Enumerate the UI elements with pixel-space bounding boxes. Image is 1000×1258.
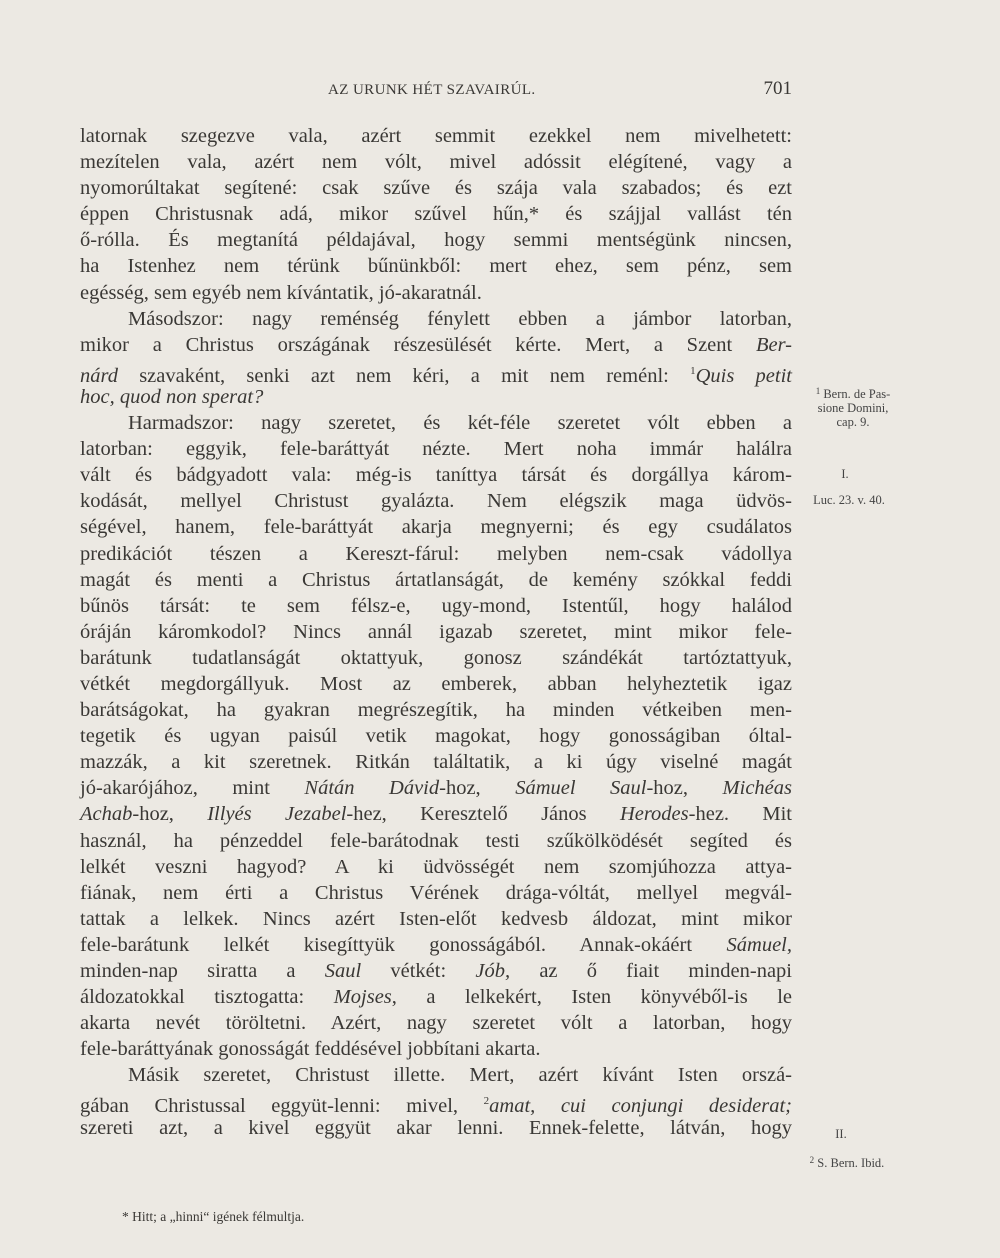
text-segment: -hoz, [646,777,723,800]
margin-note-s-bern-ibid [787,1153,907,1170]
text-line [80,697,792,723]
text-line [80,280,792,306]
text-line [80,123,792,149]
text-segment: egésség, sem egyéb nem kívántatik, jó-akaratnál. [80,281,482,304]
text-line [80,749,792,775]
margin-note-line [830,467,860,481]
text-segment: Harmadszor: nagy szeretet, és két-féle szeretet vólt ebben a [128,412,792,435]
text-line [80,723,792,749]
text-segment: vétkét megdorgállyuk. Most az emberek, abban helyheztetik igaz [80,672,792,695]
text-segment: Saul [324,960,362,982]
text-line [80,1088,793,1118]
text-line [80,593,792,619]
text-line [80,1036,792,1062]
body-text [80,123,792,1141]
text-segment: , a lelkekért, Isten könyvéből-is le [391,986,793,1009]
text-segment: Herodes [619,803,689,826]
margin-note-line [787,1153,907,1170]
text-line [80,645,792,671]
text-line [80,1115,792,1141]
margin-note-line [789,493,909,507]
text-line [80,384,792,410]
text-line [80,488,792,514]
text-segment: kodását, mellyel Christust gyalázta. Nem elégszik maga üdvös- [80,490,792,513]
text-segment: Sámuel, [726,933,792,956]
margin-note-text: S. Bern. Ibid. [814,1156,885,1170]
text-line [80,828,792,854]
text-segment: akarta nevét töröltetni. Azért, nagy szeretet vólt a latorban, hogy [80,1012,792,1035]
text-segment: szavaként, senki azt nem kéri, a mit nem reménl: [117,364,691,387]
text-segment: vétkét: [361,960,476,982]
text-segment: Michéas [722,777,792,800]
margin-note-line [793,415,913,429]
text-segment: mazzák, a kit szeretnek. Ritkán találtatik, a ki úgy viselné magát [80,751,792,774]
text-segment: amat, cui conjungi desiderat; [489,1095,793,1118]
text-segment: Nátán Dávid [304,777,440,800]
text-segment: ha Istenhez nem térünk bűnünkből: mert ehez, sem pénz, sem [80,255,792,278]
text-segment: Sámuel Saul [515,777,647,800]
text-segment: az ő fiait minden-napi [510,960,792,982]
margin-note-text: Luc. 23. v. 40. [813,493,885,507]
margin-note-text: Bern. de Pas- [820,387,891,401]
margin-note-bern-de-passione [793,384,913,429]
text-segment: nyomorúltakat segítené: csak szűve és szája vala szabados; és ezt [80,177,792,200]
text-segment: bűnös társát: te sem félsz-e, ugy-mond, Istentűl, hogy halálod [80,594,792,617]
text-line [80,175,792,201]
text-segment: gában Christussal eggyüt-lenni: mivel, [80,1095,484,1118]
margin-note-roman-one [830,467,860,481]
page-number: 701 [763,78,792,99]
text-line [80,958,792,984]
margin-note-text: I. [841,467,849,481]
reference-marker: 2 [483,1095,490,1108]
text-segment: mezítelen vala, azért nem vólt, mivel adóssit elégítené, vagy a [80,151,792,174]
text-line [80,358,792,387]
text-line [80,906,792,932]
text-segment: áldozatokkal tisztogatta: [80,986,334,1009]
text-segment: -hoz, [132,803,208,826]
text-line [80,306,792,332]
text-segment: Ber- [755,333,792,356]
text-segment: hoc, quod non sperat? [80,385,264,408]
text-line [80,410,792,436]
text-segment: barátunk tudatlanságát oktattyuk, gonosz szándékát tartóztattyuk, [80,646,792,669]
text-segment: lelkét veszni hagyod? A ki üdvösségét nem szomjúhozza attya- [80,855,792,878]
text-segment: minden-nap siratta a [80,960,325,982]
text-segment: barátságokat, ha gyakran megrészegítik, ha minden vétkeiben men- [80,699,792,722]
text-segment: tegetik és ugyan paisúl vetik magokat, hogy gonosságiban óltal- [80,725,792,748]
text-segment: -hez. Mit [688,803,792,826]
text-segment: Quis petit [695,364,792,387]
margin-note-line [793,384,913,401]
page-header [80,78,792,104]
text-line [80,227,792,253]
text-segment: Jób, [475,960,511,982]
text-line [80,932,792,958]
reference-marker: 2 [809,1155,815,1165]
text-line [80,253,792,279]
footnote: * Hitt; a „hinni“ igének félmultja. [122,1209,305,1224]
text-segment: Illyés Jezabel [207,803,347,826]
text-segment: jó-akarójához, mint [80,777,305,800]
reference-marker: 1 [690,364,696,377]
text-segment: latornak szegezve vala, azért semmit ezekkel nem mivelhetett: [80,125,792,147]
text-line [80,880,792,906]
margin-note-roman-two [826,1127,856,1141]
text-segment: -hoz, [439,777,516,800]
text-line [80,462,792,488]
text-line [80,775,792,801]
text-segment: latorban: eggyik, fele-baráttyát nézte. Mert noha immár halálra [80,438,792,461]
text-segment: használ, ha pénzeddel fele-barátodnak testi szűkölködését segíted és [80,829,792,852]
text-line [80,854,792,880]
text-segment: vált és bádgyadott vala: még-is taníttya társát és dorgállya károm- [80,464,792,487]
text-segment: óráján káromkodol? Nincs annál igazab szeretet, mint mikor fele- [80,620,792,643]
text-line [80,619,792,645]
reference-marker: 1 [815,386,821,396]
text-segment: ő-rólla. És megtanítá példajával, hogy semmi mentségünk nincsen, [80,229,792,252]
text-segment: ségével, hanem, fele-baráttyát akarja megnyerni; és egy csudálatos [80,516,792,539]
margin-note-text: cap. 9. [836,415,870,429]
text-line [80,149,792,175]
text-segment: mikor a Christus országának részesülését kérte. Mert, a Szent [80,333,756,356]
text-segment: Másodszor: nagy reménség fénylett ebben a jámbor latorban, [128,307,792,330]
margin-note-line [826,1127,856,1141]
margin-note-text: II. [835,1127,847,1141]
text-line [80,567,792,593]
text-segment: fele-barátunk lelkét kisegíttyük gonosságából. Annak-okáért [80,933,727,956]
text-segment: magát és menti a Christus ártatlanságát, de kemény szókkal feddi [80,568,792,591]
text-segment: szereti azt, a kivel eggyüt akar lenni. Ennek-felette, látván, hogy [80,1116,792,1139]
text-segment: -hez, Keresztelő János [346,803,620,826]
text-segment: Mojses [333,986,392,1009]
text-line [80,984,792,1010]
text-segment: Másik szeretet, Christust illette. Mert, azért kívánt Isten orszá- [128,1064,792,1087]
text-line [80,1010,792,1036]
text-line [80,801,792,827]
text-segment: predikációt tészen a Kereszt-fárul: melyben nem-csak vádollya [80,542,792,565]
text-segment: fiának, nem érti a Christus Vérének drága-vóltát, mellyel megvál- [80,881,792,904]
text-segment: nárd [80,364,118,387]
text-segment: Achab [80,803,133,826]
text-line [80,514,792,540]
margin-note-text: sione Domini, [817,401,889,415]
margin-note-luc [789,493,909,507]
text-line [80,541,792,567]
text-line [80,436,792,462]
text-line [80,201,792,227]
text-segment: fele-baráttyának gonosságát feddésével jobbítani akarta. [80,1038,541,1061]
margin-note-line [793,401,913,415]
text-segment: éppen Christusnak adá, mikor szűvel hűn,* és szájjal vallást tén [80,203,792,226]
text-segment: tattak a lelkek. Nincs azért Isten-előt kedvesb áldozat, mint mikor [80,907,792,930]
running-title: AZ URUNK HÉT SZAVAIRÚL. [328,82,536,98]
text-line [80,332,792,358]
text-line [80,1062,792,1088]
text-line [80,671,792,697]
